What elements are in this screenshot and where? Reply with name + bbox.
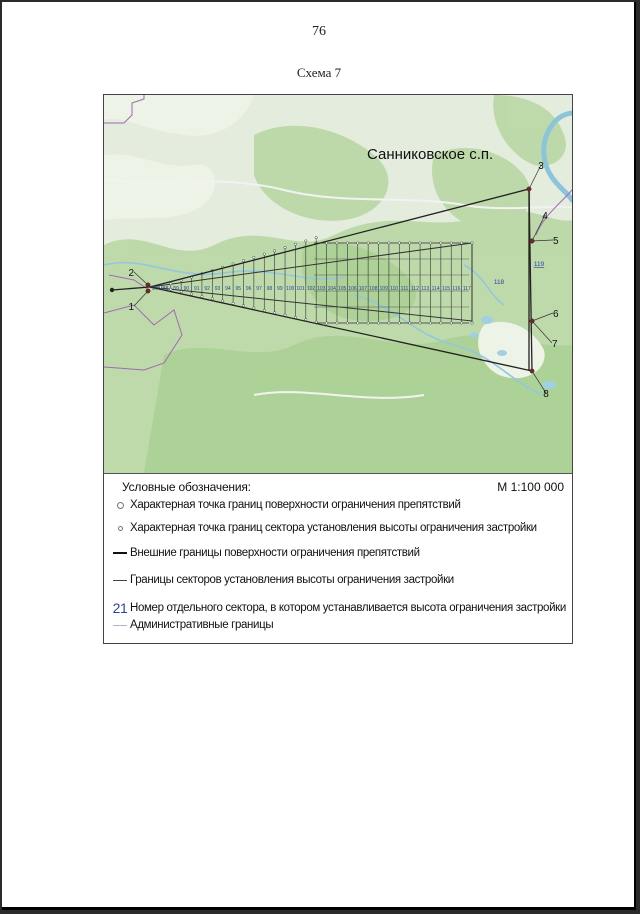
sector-number-label: 112: [410, 286, 419, 292]
map-scale: М 1:100 000: [497, 480, 564, 494]
sector-number-label: 108: [369, 286, 378, 292]
legend-item-outer-boundary: [110, 545, 570, 561]
legend-item-admin-boundary: [110, 617, 570, 633]
sector-point-marker: [159, 286, 161, 288]
sector-number-label: 118: [493, 279, 505, 286]
map-svg: [104, 95, 572, 473]
sector-point-marker: [305, 240, 307, 242]
point-label: 8: [543, 389, 549, 400]
sector-number-label: 109: [379, 286, 388, 292]
legend-item-sector-boundary: [110, 572, 570, 588]
point-label: 7: [552, 339, 558, 350]
sector-point-marker: [408, 322, 410, 324]
sector-point-marker: [419, 242, 421, 244]
scheme-frame: [103, 94, 573, 644]
sector-point-marker: [190, 293, 192, 295]
sector-number-label: 90: [183, 286, 190, 292]
sector-point-marker: [242, 259, 244, 261]
sector-point-marker: [357, 322, 359, 324]
sector-point-marker: [440, 322, 442, 324]
sector-number-label: 111: [400, 286, 409, 292]
legend-item-sector-point: [110, 520, 570, 536]
thin-line-icon: [110, 580, 130, 581]
document-page: [2, 2, 636, 910]
page-number: 76: [312, 24, 326, 39]
sector-number-label: 88: [162, 286, 169, 292]
sector-point-marker: [450, 242, 452, 244]
sector-number-label: 96: [245, 286, 252, 292]
sector-point-marker: [253, 307, 255, 309]
approach-start-marker: [110, 288, 114, 292]
legend: [104, 473, 572, 644]
sector-point-marker: [273, 250, 275, 252]
sector-point-marker: [232, 302, 234, 304]
sector-point-marker: [357, 242, 359, 244]
sector-point-marker: [398, 242, 400, 244]
sector-number-label: 97: [256, 286, 262, 292]
sector-point-marker: [471, 322, 473, 324]
legend-item-label: Характерная точка границ поверхности ограничения препятствий: [130, 499, 461, 511]
boundary-point-marker: [530, 239, 534, 243]
sector-point-marker: [440, 242, 442, 244]
sector-number-label: 92: [204, 286, 210, 292]
sector-point-marker: [460, 322, 462, 324]
circle-marker-icon: [110, 502, 130, 509]
sector-number-label: 89: [173, 286, 179, 292]
sector-point-marker: [180, 290, 182, 292]
sector-number-label: 115: [442, 286, 451, 292]
legend-item-label: Административные границы: [130, 619, 274, 631]
sector-point-marker: [263, 309, 265, 311]
sector-point-marker: [471, 242, 473, 244]
sector-number-label: 95: [235, 286, 242, 292]
point-label: 6: [553, 309, 559, 320]
sector-point-marker: [253, 256, 255, 258]
legend-item-sector-number: [110, 600, 570, 616]
sector-point-marker: [408, 242, 410, 244]
sector-number-label: 119: [533, 261, 545, 268]
sector-point-marker: [419, 322, 421, 324]
legend-item-label: Характерная точка границ сектора установления высоты ограничения застройки: [130, 522, 537, 534]
sector-point-marker: [336, 322, 338, 324]
sector-point-marker: [325, 322, 327, 324]
sector-point-marker: [284, 246, 286, 248]
sector-number-label: 105: [337, 286, 347, 292]
sector-point-marker: [388, 322, 390, 324]
legend-item-obstacle-point: [110, 497, 570, 513]
sector-number-label: 114: [431, 286, 440, 292]
sector-number-label: 103: [317, 286, 326, 292]
map-area: [104, 95, 572, 473]
sector-number-sample: 21: [112, 600, 128, 616]
sector-number-label: 117: [462, 286, 471, 292]
scheme-title: Схема 7: [296, 65, 342, 80]
point-label: 2: [128, 268, 134, 279]
legend-title: Условные обозначения:: [122, 480, 251, 494]
sector-point-marker: [242, 305, 244, 307]
sector-point-marker: [367, 242, 369, 244]
point-label: 3: [538, 161, 544, 172]
sector-point-marker: [367, 322, 369, 324]
thick-line-icon: [110, 552, 130, 554]
sector-point-marker: [222, 300, 224, 302]
sector-number-label: 87: [152, 286, 158, 292]
sector-number-label: 99: [277, 286, 283, 292]
legend-item-label: Номер отдельного сектора, в котором устанавливается высота ограничения застройки: [130, 602, 566, 614]
admin-line-icon: [110, 625, 130, 626]
sector-number-label: 110: [390, 286, 399, 292]
sector-number-label: 91: [193, 286, 200, 292]
boundary-point-marker: [146, 283, 150, 287]
sector-point-marker: [315, 236, 317, 238]
boundary-point-marker: [530, 319, 534, 323]
sector-point-marker: [377, 322, 379, 324]
sector-point-marker: [170, 283, 172, 285]
boundary-point-marker: [527, 187, 531, 191]
sector-point-marker: [211, 298, 213, 300]
boundary-point-marker: [530, 369, 534, 373]
point-label: 1: [128, 302, 134, 313]
sector-number-label: 94: [225, 286, 231, 292]
sector-point-marker: [429, 322, 431, 324]
sector-number-label: 106: [348, 286, 357, 292]
sector-point-marker: [460, 242, 462, 244]
point-label: 4: [542, 211, 548, 222]
sector-point-marker: [388, 242, 390, 244]
sector-number-label: 100: [286, 286, 295, 292]
sector-number-label: 93: [214, 286, 221, 292]
sector-number-label: 107: [358, 286, 368, 292]
small-circle-marker-icon: [110, 526, 130, 531]
sector-number-label: 116: [452, 286, 461, 292]
sector-number-label: 102: [306, 286, 316, 292]
boundary-point-marker: [146, 289, 150, 293]
sector-point-marker: [201, 295, 203, 297]
sector-point-marker: [377, 242, 379, 244]
sector-point-marker: [336, 242, 338, 244]
sector-number-label: 104: [327, 286, 336, 292]
sector-point-marker: [398, 322, 400, 324]
place-label: Санниковское с.п.: [367, 146, 494, 163]
legend-item-label: Внешние границы поверхности ограничения препятствий: [130, 547, 420, 559]
sector-number-label: 98: [266, 286, 273, 292]
legend-item-label: Границы секторов установления высоты ограничения застройки: [130, 574, 454, 586]
sector-point-marker: [263, 253, 265, 255]
sector-point-marker: [346, 322, 348, 324]
point-label: 5: [553, 236, 559, 247]
sector-number-label: 101: [296, 286, 305, 292]
sector-point-marker: [346, 242, 348, 244]
sector-point-marker: [294, 243, 296, 245]
sector-point-marker: [429, 242, 431, 244]
sector-point-marker: [170, 288, 172, 290]
sector-point-marker: [450, 322, 452, 324]
sector-number-label: 113: [421, 286, 430, 292]
